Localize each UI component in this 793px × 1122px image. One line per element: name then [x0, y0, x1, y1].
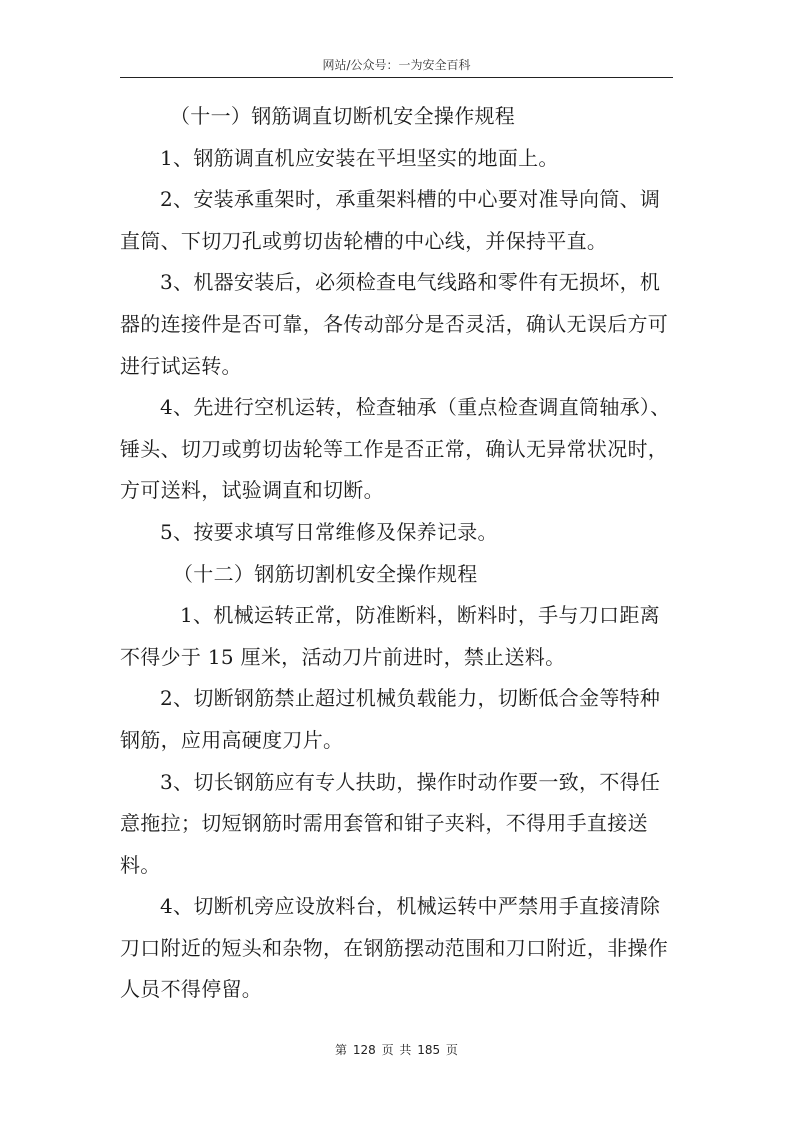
header-divider — [120, 77, 673, 78]
section-title: （十一）钢筋调直切断机安全操作规程 — [170, 104, 516, 128]
list-item: 2、安装承重架时，承重架料槽的中心要对准导向筒、调直筒、下切刀孔或剪切齿轮槽的中心线，并保持平直。 — [120, 187, 661, 253]
page-number: 第 128 页 共 185 页 — [335, 1043, 458, 1057]
list-item: 5、按要求填写日常维修及保养记录。 — [160, 519, 498, 544]
list-item: 4、先进行空机运转，检查轴承（重点检查调直筒轴承）、锤头、切刀或剪切齿轮等工作是否正常，确认无异常状况时，方可送料，试验调直和切断。 — [120, 395, 671, 503]
list-item: 1、机械运转正常，防准断料，断料时，手与刀口距离不得少于 15 厘米，活动刀片前进时，禁止送料。 — [120, 603, 660, 669]
section-title: （十二）钢筋切割机安全操作规程 — [173, 561, 478, 586]
list-item: 4、切断机旁应设放料台，机械运转中严禁用手直接清除刀口附近的短头和杂物，在钢筋摆动范围和刀口附近，非操作人员不得停留。 — [120, 894, 669, 1002]
document-body — [120, 96, 673, 1011]
header-title: 网站/公众号：一为安全百科 — [322, 58, 471, 72]
list-item: 2、切断钢筋禁止超过机械负载能力，切断低合金等特种钢筋，应用高硬度刀片。 — [120, 686, 661, 752]
list-item: 3、切长钢筋应有专人扶助，操作时动作要一致，不得任意拖拉；切短钢筋时需用套管和钳子夹料，不得用手直接送料。 — [120, 769, 661, 877]
list-item: 1、钢筋调直机应安装在平坦坚实的地面上。 — [160, 145, 559, 170]
list-item: 3、机器安装后，必须检查电气线路和零件有无损坏，机器的连接件是否可靠，各传动部分是否灵活，确认无误后方可进行试运转。 — [120, 270, 669, 378]
